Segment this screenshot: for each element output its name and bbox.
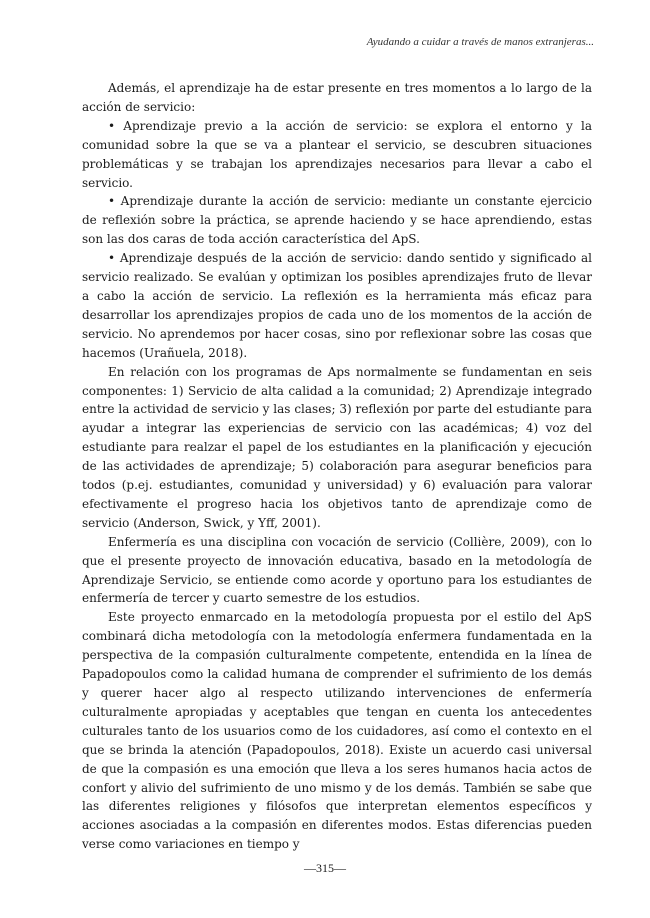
body-text — [82, 79, 592, 854]
paragraph-bullet-during: • Aprendizaje durante la acción de servicio: mediante un constante ejercicio de reflexión sobre la práctica, se aprende haciendo y se hace aprendiendo, estas son las dos caras de toda acción característica del ApS. — [82, 194, 592, 247]
paragraph-bullet-after: • Aprendizaje después de la acción de servicio: dando sentido y significado al servicio realizado. Se evalúan y optimizan los posibles aprendizajes fruto de llevar a cabo la acción de servicio. La reflexión es la herramienta más eficaz para desarrollar los aprendizajes propios de cada uno de los momentos de la acción de servicio. No aprendemos por hacer cosas, sino por reflexionar sobre las cosas que hacemos (Urañuela, 2018). — [82, 251, 592, 360]
paragraph-intro: Además, el aprendizaje ha de estar presente en tres momentos a lo largo de la acción de servicio: — [82, 81, 592, 114]
paragraph-project: Este proyecto enmarcado en la metodología propuesta por el estilo del ApS combinará dicha metodología con la metodología enfermera fundamentada en la perspectiva de la compasión culturalmente competente, entendida en la línea de Papadopoulos como la calidad humana de comprender el sufrimiento de los demás y querer hacer algo al respecto utilizando intervenciones de enfermería culturalmente apropiadas y aceptables que tengan en cuenta los antecedentes culturales tanto de los usuarios como de los cuidadores, así como el contexto en el que se brinda la atención (Papadopoulos, 2018). Existe un acuerdo casi universal de que la compasión es una emoción que lleva a los seres humanos hacia actos de confort y alivio del sufrimiento de uno mismo y de los demás. También se sabe que las diferentes religiones y filósofos que interpretan elementos específicos y acciones asociadas a la compasión en diferentes modos. Estas diferencias pueden verse como variaciones en tiempo y — [82, 610, 592, 852]
page-number: —315— — [304, 861, 346, 875]
paragraph-bullet-before: • Aprendizaje previo a la acción de servicio: se explora el entorno y la comunidad sobre la que se va a plantear el servicio, se descubren situaciones problemáticas y se trabajan los aprendizajes necesarios para llevar a cabo el servicio. — [82, 118, 592, 190]
paragraph-nursing: Enfermería es una disciplina con vocación de servicio (Collière, 2009), con lo que el presente proyecto de innovación educativa, basado en la metodología de Aprendizaje Servicio, se entiende como acorde y oportuno para los estudiantes de enfermería de tercer y cuarto semestre de los estudios. — [82, 534, 592, 606]
paragraph-aps-components: En relación con los programas de Aps normalmente se fundamentan en seis componentes: 1) Servicio de alta calidad a la comunidad; 2) Aprendizaje integrado entre la actividad de servicio y las clases; 3) reflexión por parte del estudiante para ayudar a integrar las experiencias de servicio con las académicas; 4) voz del estudiante para realzar el papel de los estudiantes en la planificación y ejecución de las actividades de aprendizaje; 5) colaboración para asegurar beneficios para todos (p.ej. estudiantes, comunidad y universidad) y 6) evaluación para valorar efectivamente el progreso hacia los objetivos tanto de aprendizaje como de servicio (Anderson, Swick, y Yff, 2001). — [82, 364, 592, 530]
running-header: Ayudando a cuidar a través de manos extranjeras... — [366, 36, 594, 48]
